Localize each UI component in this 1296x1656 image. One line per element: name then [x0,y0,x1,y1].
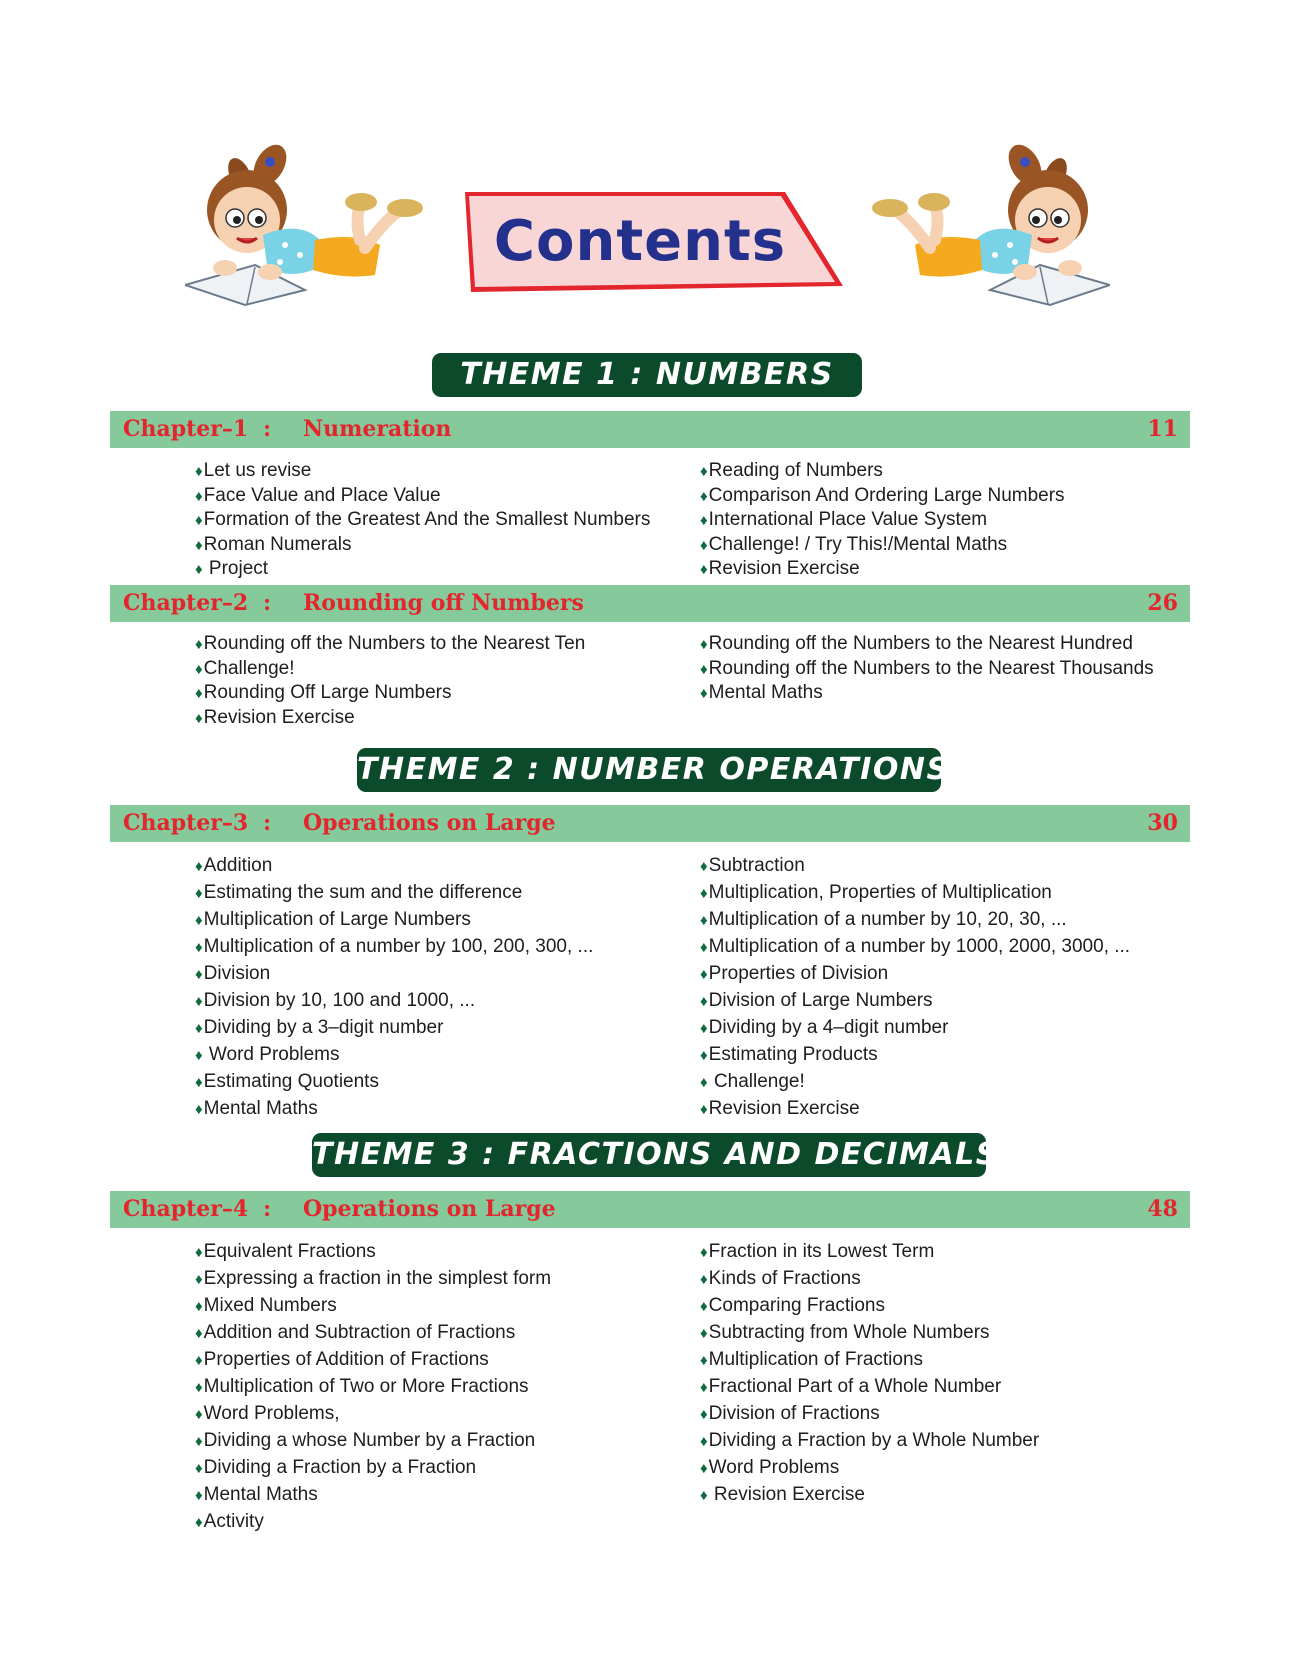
diamond-bullet-icon: ♦ [700,1406,708,1423]
topic-item[interactable]: ♦Formation of the Greatest And the Smallest Numbers [195,509,651,530]
diamond-bullet-icon: ♦ [700,660,708,678]
diamond-bullet-icon: ♦ [700,685,708,702]
chapter-title: Operations on Large [303,1196,556,1222]
topic-item[interactable]: ♦Mental Maths [195,1484,318,1505]
topic-item[interactable]: ♦Properties of Addition of Fractions [195,1349,489,1370]
diamond-bullet-icon: ♦ [700,1352,708,1369]
diamond-bullet-icon: ♦ [195,512,203,529]
diamond-bullet-icon: ♦ [195,1406,203,1423]
diamond-bullet-icon: ♦ [195,660,203,678]
topic-item[interactable]: ♦Revision Exercise [700,558,860,579]
diamond-bullet-icon: ♦ [700,1379,708,1396]
topic-item[interactable]: ♦Subtracting from Whole Numbers [700,1322,990,1343]
diamond-bullet-icon: ♦ [700,1460,708,1477]
topic-item[interactable]: ♦Let us revise [195,460,312,481]
diamond-bullet-icon: ♦ [700,858,708,875]
topic-item[interactable]: ♦Revision Exercise [700,1098,860,1119]
contents-header [0,130,1296,320]
theme-heading-2: THEME 2 : NUMBER OPERATIONS [357,748,941,792]
girl-reading-illustration [185,140,445,315]
diamond-bullet-icon: ♦ [195,939,203,956]
topic-item[interactable]: ♦Multiplication of a number by 1000, 2000, 3000, ... [700,936,1131,957]
topic-item[interactable]: ♦ Revision Exercise [700,1484,865,1505]
chapter-page-number: 48 [1147,1196,1178,1222]
topic-item[interactable]: ♦Estimating Quotients [195,1071,379,1092]
diamond-bullet-icon: ♦ [195,1433,203,1450]
diamond-bullet-icon: ♦ [195,463,203,480]
diamond-bullet-icon: ♦ [195,966,203,983]
topic-item[interactable]: ♦Comparing Fractions [700,1295,885,1316]
diamond-bullet-icon: ♦ [195,709,203,727]
topic-item[interactable]: ♦Multiplication of Two or More Fractions [195,1376,529,1397]
diamond-bullet-icon: ♦ [700,1244,708,1261]
topic-item[interactable]: ♦Subtraction [700,855,805,876]
diamond-bullet-icon: ♦ [195,1325,203,1342]
diamond-bullet-icon: ♦ [195,1047,203,1064]
diamond-bullet-icon: ♦ [195,885,203,902]
diamond-bullet-icon: ♦ [700,1101,708,1118]
chapter-colon: : [263,1196,272,1222]
theme-heading-3: THEME 3 : FRACTIONS AND DECIMALS [312,1133,986,1177]
diamond-bullet-icon: ♦ [195,1101,203,1118]
diamond-bullet-icon: ♦ [195,1020,203,1037]
topic-item[interactable]: ♦Division of Fractions [700,1403,880,1424]
topic-item[interactable]: ♦Properties of Division [700,963,889,984]
diamond-bullet-icon: ♦ [700,536,708,554]
chapter-colon: : [263,810,272,836]
topic-item[interactable]: ♦Mental Maths [700,682,823,703]
chapter-page-number: 26 [1147,590,1178,616]
topic-item[interactable]: ♦Kinds of Fractions [700,1268,861,1289]
topic-item[interactable]: ♦Rounding off the Numbers to the Nearest Ten [195,633,586,654]
topic-item[interactable]: ♦Fractional Part of a Whole Number [700,1376,1002,1397]
diamond-bullet-icon: ♦ [700,885,708,902]
topic-item[interactable]: ♦International Place Value System [700,509,988,530]
topic-item[interactable]: ♦Estimating the sum and the difference [195,882,523,903]
topic-item[interactable]: ♦Dividing a Fraction by a Fraction [195,1457,477,1478]
chapter-label: Chapter–1 [123,416,249,442]
chapter-label: Chapter–3 [123,810,249,836]
diamond-bullet-icon: ♦ [700,939,708,956]
diamond-bullet-icon: ♦ [195,1460,203,1477]
diamond-bullet-icon: ♦ [195,1244,203,1261]
diamond-bullet-icon: ♦ [700,487,708,505]
diamond-bullet-icon: ♦ [700,1074,708,1091]
topic-item[interactable]: ♦Equivalent Fractions [195,1241,376,1262]
topic-item[interactable]: ♦Word Problems [700,1457,840,1478]
diamond-bullet-icon: ♦ [700,1433,708,1450]
chapter-colon: : [263,590,272,616]
topic-item[interactable]: ♦Word Problems, [195,1403,340,1424]
diamond-bullet-icon: ♦ [195,636,203,653]
topic-item[interactable]: ♦Division [195,963,271,984]
diamond-bullet-icon: ♦ [195,858,203,875]
topic-item[interactable]: ♦Roman Numerals [195,533,352,555]
diamond-bullet-icon: ♦ [195,1298,203,1315]
diamond-bullet-icon: ♦ [700,912,708,929]
topic-item[interactable]: ♦Addition [195,855,273,876]
topic-item[interactable]: ♦ Word Problems [195,1044,340,1065]
diamond-bullet-icon: ♦ [700,1325,708,1342]
topic-item[interactable]: ♦Dividing by a 4–digit number [700,1017,949,1038]
diamond-bullet-icon: ♦ [700,1047,708,1064]
diamond-bullet-icon: ♦ [195,536,203,554]
diamond-bullet-icon: ♦ [195,685,203,702]
topic-item[interactable]: ♦Revision Exercise [195,706,355,728]
chapter-bar-1[interactable] [110,411,1190,448]
topic-item[interactable]: ♦Multiplication of a number by 100, 200, 300, ... [195,936,594,957]
diamond-bullet-icon: ♦ [700,1020,708,1037]
diamond-bullet-icon: ♦ [700,993,708,1010]
diamond-bullet-icon: ♦ [195,561,203,578]
page-title: Contents [493,209,787,274]
diamond-bullet-icon: ♦ [195,1487,203,1504]
diamond-bullet-icon: ♦ [700,966,708,983]
topic-item[interactable]: ♦Multiplication of Fractions [700,1349,924,1370]
topic-item[interactable]: ♦Dividing a Fraction by a Whole Number [700,1430,1040,1451]
topic-item[interactable]: ♦Fraction in its Lowest Term [700,1241,935,1262]
topic-item[interactable]: ♦Rounding Off Large Numbers [195,682,452,703]
diamond-bullet-icon: ♦ [195,1074,203,1091]
topic-item[interactable]: ♦Activity [195,1511,264,1532]
topic-item[interactable]: ♦ Project [195,558,269,579]
topic-item[interactable]: ♦Mixed Numbers [195,1295,337,1316]
chapter-title: Operations on Large [303,810,556,836]
diamond-bullet-icon: ♦ [700,1487,708,1504]
topic-item[interactable]: ♦Estimating Products [700,1044,878,1065]
diamond-bullet-icon: ♦ [700,636,708,653]
topic-item[interactable]: ♦Challenge! / Try This!/Mental Maths [700,533,1008,555]
diamond-bullet-icon: ♦ [195,1271,203,1288]
diamond-bullet-icon: ♦ [195,1379,203,1396]
topic-item[interactable]: ♦Face Value and Place Value [195,484,441,506]
chapter-bar-3[interactable] [110,805,1190,842]
topic-item[interactable]: ♦Rounding off the Numbers to the Nearest Thousands [700,657,1154,679]
topic-item[interactable]: ♦ Challenge! [700,1071,805,1092]
topic-item[interactable]: ♦Mental Maths [195,1098,318,1119]
diamond-bullet-icon: ♦ [195,912,203,929]
diamond-bullet-icon: ♦ [700,1271,708,1288]
topic-item[interactable]: ♦Reading of Numbers [700,460,883,481]
chapter-bar-2[interactable] [110,585,1190,622]
topic-item[interactable]: ♦Challenge! [195,657,295,679]
diamond-bullet-icon: ♦ [195,1514,203,1531]
diamond-bullet-icon: ♦ [195,1352,203,1369]
girl-reading-illustration-right [850,140,1110,315]
diamond-bullet-icon: ♦ [700,463,708,480]
diamond-bullet-icon: ♦ [700,561,708,578]
chapter-title: Rounding off Numbers [303,590,584,616]
chapter-label: Chapter–2 [123,590,249,616]
topic-item[interactable]: ♦Multiplication, Properties of Multiplication [700,882,1052,903]
chapter-label: Chapter–4 [123,1196,249,1222]
topic-item[interactable]: ♦Multiplication of a number by 10, 20, 30, ... [700,909,1067,930]
chapter-page-number: 11 [1147,416,1178,442]
diamond-bullet-icon: ♦ [700,512,708,529]
topic-item[interactable]: ♦Dividing a whose Number by a Fraction [195,1430,536,1451]
theme-heading-1: THEME 1 : NUMBERS [432,353,862,397]
topic-item[interactable]: ♦Division of Large Numbers [700,990,933,1011]
topic-item[interactable]: ♦Multiplication of Large Numbers [195,909,471,930]
topic-item[interactable]: ♦Addition and Subtraction of Fractions [195,1322,516,1343]
topic-item[interactable]: ♦Division by 10, 100 and 1000, ... [195,990,476,1011]
chapter-page-number: 30 [1147,810,1178,836]
diamond-bullet-icon: ♦ [195,487,203,505]
chapter-colon: : [263,416,272,442]
topic-item[interactable]: ♦Comparison And Ordering Large Numbers [700,484,1065,506]
topic-item[interactable]: ♦Rounding off the Numbers to the Nearest Hundred [700,633,1133,654]
chapter-bar-4[interactable] [110,1191,1190,1228]
topic-item[interactable]: ♦Expressing a fraction in the simplest form [195,1268,552,1289]
chapter-title: Numeration [303,416,452,442]
diamond-bullet-icon: ♦ [700,1298,708,1315]
topic-item[interactable]: ♦Dividing by a 3–digit number [195,1017,444,1038]
diamond-bullet-icon: ♦ [195,993,203,1010]
